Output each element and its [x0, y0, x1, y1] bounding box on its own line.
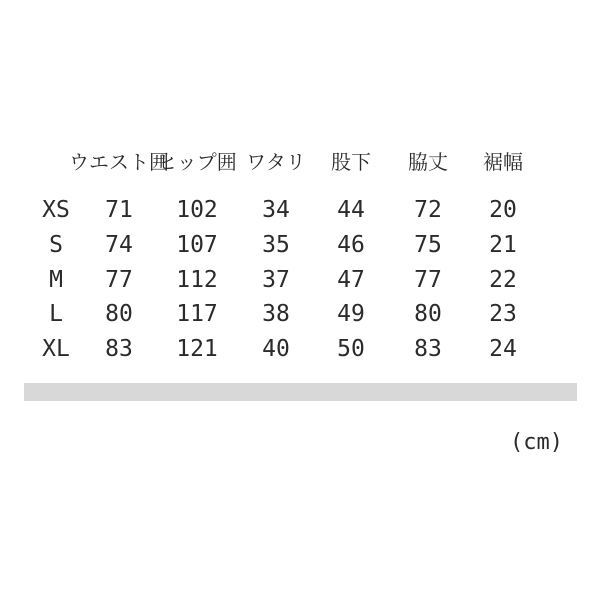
header-side-length: 脇丈: [408, 149, 448, 174]
value-hem-width: 20: [489, 197, 517, 224]
size-label: XS: [42, 197, 70, 224]
value-inseam: 44: [337, 197, 365, 224]
value-inseam: 49: [337, 301, 365, 328]
value-inseam: 46: [337, 232, 365, 259]
value-waist: 80: [105, 301, 133, 328]
value-inseam: 50: [337, 336, 365, 363]
value-hip: 117: [176, 301, 218, 328]
value-hem-width: 24: [489, 336, 517, 363]
value-waist: 77: [105, 266, 133, 293]
size-label: S: [49, 232, 63, 259]
value-inseam: 47: [337, 266, 365, 293]
value-thigh-width: 35: [262, 232, 290, 259]
value-side-length: 83: [414, 336, 442, 363]
table-row-xl: [24, 332, 544, 367]
value-hip: 121: [176, 336, 218, 363]
table-row-s: [24, 228, 544, 263]
value-side-length: 77: [414, 266, 442, 293]
value-side-length: 72: [414, 197, 442, 224]
value-waist: 83: [105, 336, 133, 363]
size-label: M: [49, 266, 63, 293]
value-hip: 102: [176, 197, 218, 224]
value-thigh-width: 34: [262, 197, 290, 224]
value-thigh-width: 40: [262, 336, 290, 363]
size-chart-table: [24, 145, 544, 366]
table-header-row: [24, 145, 544, 175]
size-label: XL: [42, 336, 70, 363]
divider-bar: [24, 383, 577, 401]
value-side-length: 75: [414, 232, 442, 259]
header-thigh-width: ワタリ: [246, 149, 306, 174]
value-thigh-width: 38: [262, 301, 290, 328]
value-thigh-width: 37: [262, 266, 290, 293]
value-hem-width: 23: [489, 301, 517, 328]
table-row-m: [24, 262, 544, 297]
unit-label: (cm): [510, 430, 563, 455]
table-row-l: [24, 297, 544, 332]
value-hem-width: 21: [489, 232, 517, 259]
header-hem-width: 裾幅: [483, 149, 523, 174]
value-hem-width: 22: [489, 266, 517, 293]
value-hip: 107: [176, 232, 218, 259]
value-hip: 112: [176, 266, 218, 293]
header-hip: ヒップ囲: [157, 149, 237, 174]
value-waist: 74: [105, 232, 133, 259]
size-label: L: [49, 301, 63, 328]
table-row-xs: [24, 193, 544, 228]
value-waist: 71: [105, 197, 133, 224]
header-inseam: 股下: [331, 149, 371, 174]
header-waist: ウエスト囲: [69, 149, 169, 174]
value-side-length: 80: [414, 301, 442, 328]
